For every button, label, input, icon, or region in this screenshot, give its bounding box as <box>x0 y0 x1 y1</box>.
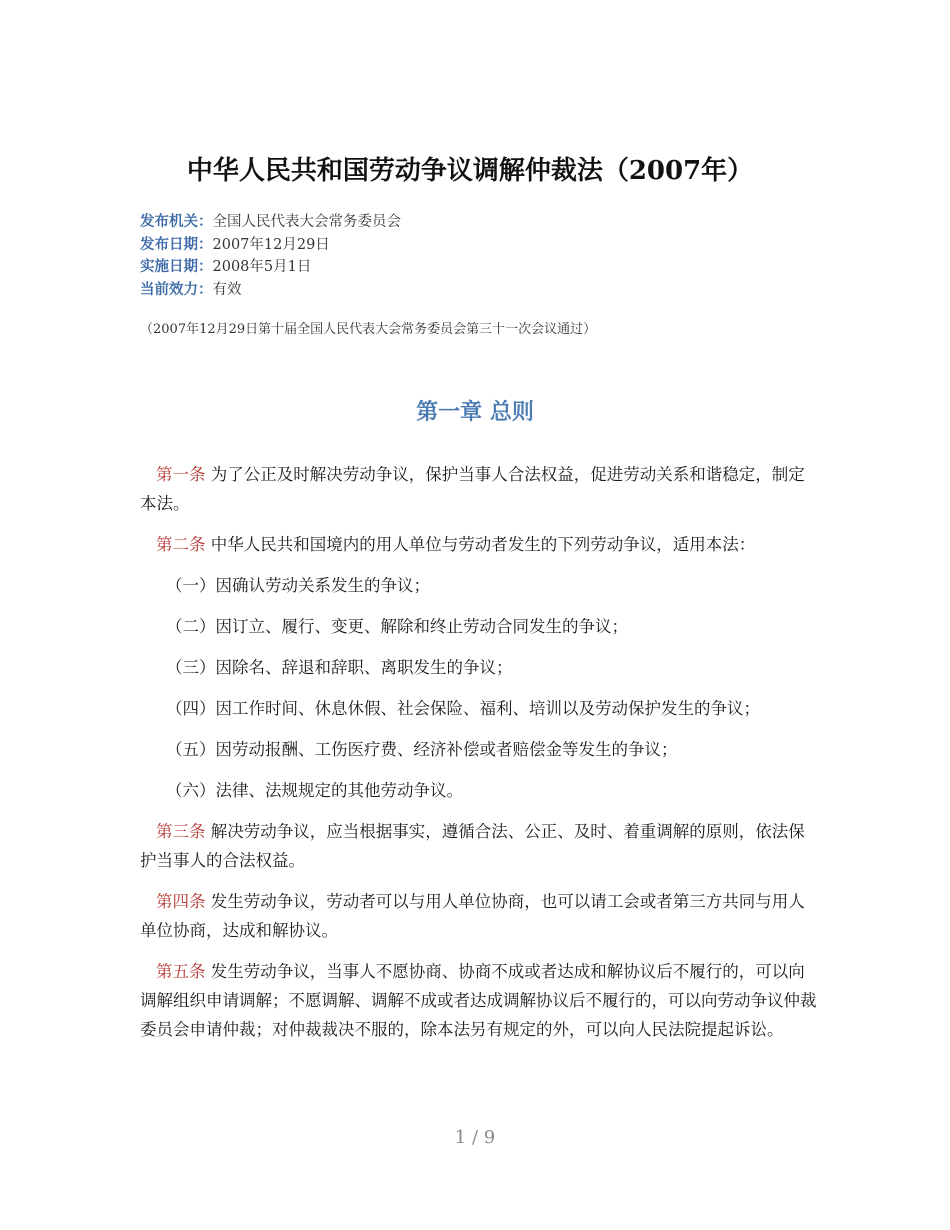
article-number: 第四条 <box>156 892 206 911</box>
article-text: 发生劳动争议，当事人不愿协商、协商不成或者达成和解协议后不履行的，可以向调解组织申请调解；不愿调解、调解不成或者达成调解协议后不履行的，可以向劳动争议仲裁委员会申请仲裁；对仲裁裁决不服的，除本法另有规定的外，可以向人民法院提起诉讼。 <box>140 962 817 1039</box>
document-title: 中华人民共和国劳动争议调解仲裁法（2007年） <box>186 156 754 186</box>
article-2 <box>140 530 820 559</box>
meta-row-status <box>140 279 401 302</box>
meta-value: 2007年12月29日 <box>212 236 330 253</box>
article-number: 第一条 <box>156 465 206 484</box>
list-item: （一）因确认劳动关系发生的争议； <box>166 576 430 595</box>
article-4 <box>140 887 820 945</box>
list-item: （二）因订立、履行、变更、解除和终止劳动合同发生的争议； <box>166 617 628 636</box>
article-5 <box>140 957 820 1044</box>
list-item: （四）因工作时间、休息休假、社会保险、福利、培训以及劳动保护发生的争议； <box>166 699 760 718</box>
article-text: 中华人民共和国境内的用人单位与劳动者发生的下列劳动争议，适用本法： <box>205 535 756 554</box>
page-indicator: 1 / 9 <box>454 1127 496 1148</box>
meta-row-issue-date <box>140 234 401 257</box>
article-text: 发生劳动争议，劳动者可以与用人单位协商，也可以请工会或者第三方共同与用人单位协商，达成和解协议。 <box>140 892 805 940</box>
chapter-heading: 第一章 总则 <box>416 399 534 425</box>
meta-row-issuer <box>140 211 401 234</box>
article-number: 第二条 <box>156 535 206 554</box>
meta-row-effective-date <box>140 256 401 279</box>
list-item: （三）因除名、辞退和辞职、离职发生的争议； <box>166 658 513 677</box>
article-number: 第三条 <box>156 822 206 841</box>
meta-value: 2008年5月1日 <box>212 259 312 275</box>
adoption-note: （2007年12月29日第十届全国人民代表大会常务委员会第三十一次会议通过） <box>140 322 597 337</box>
metadata-block <box>140 211 401 301</box>
meta-key: 当前效力： <box>140 281 213 298</box>
article-3 <box>140 817 820 875</box>
list-item: （五）因劳动报酬、工伤医疗费、经济补偿或者赔偿金等发生的争议； <box>166 740 678 759</box>
meta-value: 有效 <box>212 281 242 298</box>
article-text: 为了公正及时解决劳动争议，保护当事人合法权益，促进劳动关系和谐稳定，制定本法。 <box>140 465 805 513</box>
article-text: 解决劳动争议，应当根据事实，遵循合法、公正、及时、着重调解的原则，依法保护当事人的合法权益。 <box>140 822 805 870</box>
list-item: （六）法律、法规规定的其他劳动争议。 <box>166 781 463 800</box>
document-body <box>140 460 820 1056</box>
article-1 <box>140 460 820 518</box>
article-number: 第五条 <box>156 962 206 981</box>
meta-key: 发布机关： <box>140 214 213 230</box>
meta-value: 全国人民代表大会常务委员会 <box>212 214 401 230</box>
meta-key: 发布日期： <box>140 236 213 253</box>
meta-key: 实施日期： <box>140 259 213 275</box>
